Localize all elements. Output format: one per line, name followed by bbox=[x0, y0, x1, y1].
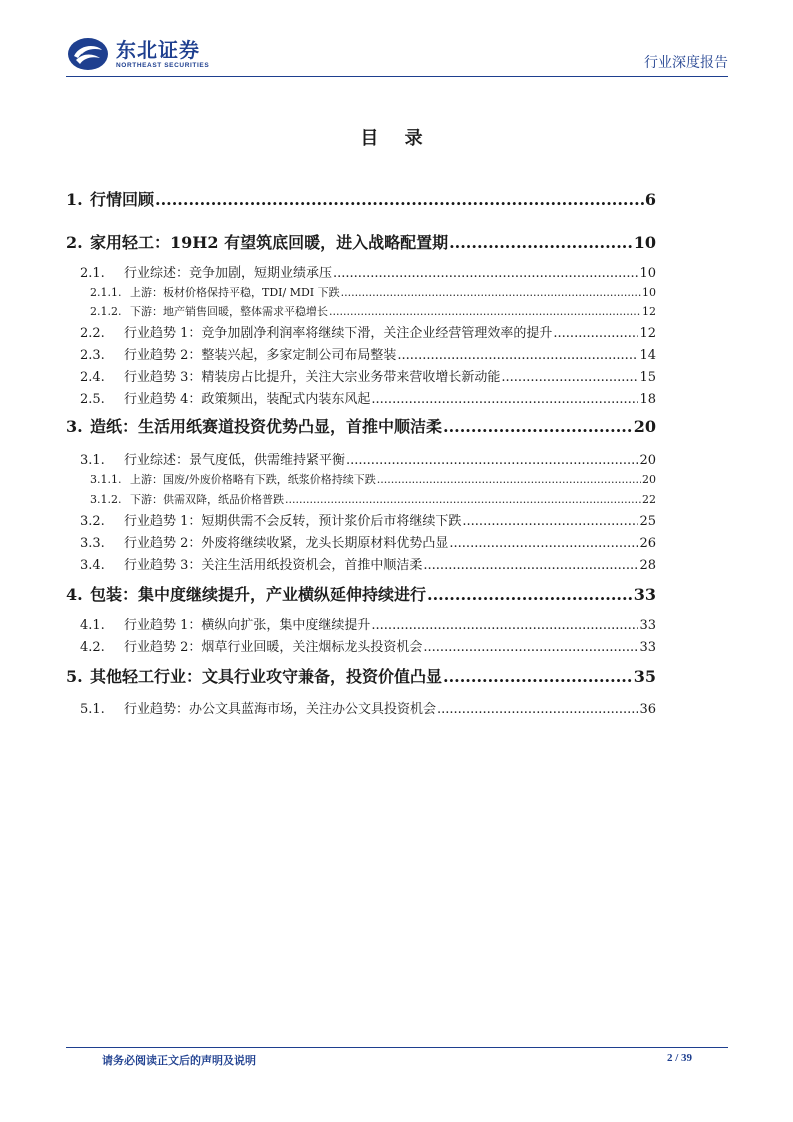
toc-leader-dots bbox=[462, 514, 638, 529]
toc-entry-number: 5. bbox=[66, 667, 83, 686]
toc-leader-dots bbox=[285, 493, 641, 506]
toc-leader-dots bbox=[329, 305, 641, 318]
toc-entry-label: 行业综述：竞争加剧，短期业绩承压 bbox=[124, 266, 333, 281]
toc-entry-label: 行业趋势 3：关注生活用纸投资机会，首推中顺洁柔 bbox=[124, 558, 423, 573]
toc-entry-number: 4. bbox=[66, 585, 83, 604]
toc-leader-dots bbox=[155, 190, 644, 209]
footer-divider bbox=[66, 1047, 728, 1048]
toc-leader-dots bbox=[443, 417, 633, 436]
toc-entry[interactable] bbox=[80, 344, 656, 363]
toc-leader-dots bbox=[341, 286, 641, 299]
toc-entry-page: 26 bbox=[639, 536, 656, 551]
footer-disclaimer: 请务必阅读正文后的声明及说明 bbox=[102, 1054, 256, 1067]
toc-leader-dots bbox=[371, 392, 638, 407]
toc-entry[interactable] bbox=[80, 510, 656, 529]
toc-leader-dots bbox=[423, 640, 638, 655]
toc-entry-number: 3.1. bbox=[80, 453, 105, 468]
toc-entry-number: 2.2. bbox=[80, 326, 105, 341]
page-header bbox=[66, 32, 728, 76]
page-number: 2 / 39 bbox=[666, 1052, 692, 1064]
toc-entry-page: 18 bbox=[639, 392, 656, 407]
northeast-securities-logo-icon bbox=[66, 36, 110, 72]
toc-entry-page: 12 bbox=[642, 305, 656, 318]
toc-entry-page: 14 bbox=[639, 348, 656, 363]
toc-entry-label: 下游：供需双降，纸品价格普跌 bbox=[130, 493, 284, 506]
toc-entry-number: 2.3. bbox=[80, 348, 105, 363]
toc-entry-label: 上游：国废/外废价格略有下跌，纸浆价格持续下跌 bbox=[130, 473, 376, 486]
toc-entry-number: 5.1. bbox=[80, 702, 105, 717]
toc-entry[interactable] bbox=[80, 532, 656, 551]
toc-heading: 目 录 bbox=[360, 128, 433, 149]
toc-entry-page: 20 bbox=[639, 453, 656, 468]
toc-entry-number: 4.1. bbox=[80, 618, 105, 633]
toc-entry-page: 6 bbox=[644, 190, 656, 209]
toc-entry[interactable] bbox=[90, 491, 656, 507]
toc-entry[interactable] bbox=[80, 698, 656, 717]
toc-entry-page: 35 bbox=[633, 667, 656, 686]
company-logo bbox=[66, 36, 209, 72]
toc-entry[interactable] bbox=[66, 582, 656, 605]
toc-entry-page: 33 bbox=[633, 585, 656, 604]
toc-leader-dots bbox=[377, 473, 641, 486]
toc-entry-label: 行业趋势 2：烟草行业回暖，关注烟标龙头投资机会 bbox=[124, 640, 423, 655]
toc-entry-label: 上游：板材价格保持平稳，TDI/ MDI 下跌 bbox=[130, 286, 340, 299]
toc-entry-label: 行业趋势 1：横纵向扩张，集中度继续提升 bbox=[124, 618, 371, 633]
toc-entry-label: 行业趋势 2：整装兴起，多家定制公司布局整装 bbox=[124, 348, 397, 363]
toc-leader-dots bbox=[437, 702, 638, 717]
toc-entry-label: 行业趋势 4：政策频出，装配式内装东风起 bbox=[124, 392, 371, 407]
toc-entry-label: 行业趋势 3：精装房占比提升，关注大宗业务带来营收增长新动能 bbox=[124, 370, 501, 385]
toc-leader-dots bbox=[501, 370, 638, 385]
toc-entry[interactable] bbox=[66, 664, 656, 687]
toc-entry-label: 行情回顾 bbox=[90, 190, 155, 209]
toc-entry[interactable] bbox=[80, 449, 656, 468]
toc-entry-number: 3.1.2. bbox=[90, 493, 122, 506]
toc-entry[interactable] bbox=[66, 187, 656, 210]
toc-entry-page: 15 bbox=[639, 370, 656, 385]
toc-entry-page: 22 bbox=[642, 493, 656, 506]
report-type-label: 行业深度报告 bbox=[644, 55, 728, 71]
toc-entry-page: 33 bbox=[639, 618, 656, 633]
toc-entry-number: 2.4. bbox=[80, 370, 105, 385]
toc-entry-number: 2.1.2. bbox=[90, 305, 122, 318]
toc-entry-page: 10 bbox=[633, 233, 656, 252]
logo-english-name: NORTHEAST SECURITIES bbox=[116, 62, 210, 69]
toc-entry-label: 造纸：生活用纸赛道投资优势凸显，首推中顺洁柔 bbox=[90, 417, 443, 436]
toc-entry-number: 3.4. bbox=[80, 558, 105, 573]
toc-entry[interactable] bbox=[80, 262, 656, 281]
toc-entry[interactable] bbox=[80, 636, 656, 655]
toc-leader-dots bbox=[333, 266, 638, 281]
toc-entry-number: 2.1.1. bbox=[90, 286, 122, 299]
header-divider bbox=[66, 76, 728, 77]
toc-entry[interactable] bbox=[80, 388, 656, 407]
toc-entry-number: 1. bbox=[66, 190, 83, 209]
toc-entry-label: 行业综述：景气度低，供需维持紧平衡 bbox=[124, 453, 346, 468]
toc-entry[interactable] bbox=[80, 322, 656, 341]
toc-entry[interactable] bbox=[90, 284, 656, 300]
toc-leader-dots bbox=[371, 618, 638, 633]
toc-leader-dots bbox=[553, 326, 638, 341]
toc-entry[interactable] bbox=[80, 614, 656, 633]
toc-entry-number: 2.5. bbox=[80, 392, 105, 407]
toc-entry-page: 10 bbox=[642, 286, 656, 299]
toc-entry-page: 28 bbox=[639, 558, 656, 573]
toc-entry-page: 10 bbox=[639, 266, 656, 281]
toc-entry[interactable] bbox=[80, 554, 656, 573]
toc-entry-page: 25 bbox=[639, 514, 656, 529]
toc-entry[interactable] bbox=[66, 230, 656, 253]
toc-entry-label: 行业趋势 1：短期供需不会反转，预计浆价后市将继续下跌 bbox=[124, 514, 462, 529]
toc-entry-label: 家用轻工：19H2 有望筑底回暖，进入战略配置期 bbox=[90, 233, 449, 252]
toc-entry-label: 行业趋势 2：外废将继续收紧，龙头长期原材料优势凸显 bbox=[124, 536, 449, 551]
toc-entry-label: 下游：地产销售回暖，整体需求平稳增长 bbox=[130, 305, 328, 318]
toc-entry-number: 3.2. bbox=[80, 514, 105, 529]
toc-leader-dots bbox=[423, 558, 638, 573]
toc-entry-label: 行业趋势 1：竞争加剧净利润率将继续下滑，关注企业经营管理效率的提升 bbox=[124, 326, 553, 341]
toc-entry-number: 3. bbox=[66, 417, 83, 436]
toc-leader-dots bbox=[397, 348, 638, 363]
toc-entry-number: 2. bbox=[66, 233, 83, 252]
toc-entry-label: 其他轻工行业：文具行业攻守兼备，投资价值凸显 bbox=[90, 667, 443, 686]
toc-entry-number: 3.1.1. bbox=[90, 473, 122, 486]
toc-entry[interactable] bbox=[90, 471, 656, 487]
toc-entry-label: 行业趋势：办公文具蓝海市场，关注办公文具投资机会 bbox=[124, 702, 437, 717]
toc-entry[interactable] bbox=[80, 366, 656, 385]
toc-entry-page: 20 bbox=[633, 417, 656, 436]
toc-entry-number: 2.1. bbox=[80, 266, 105, 281]
toc-entry-number: 3.3. bbox=[80, 536, 105, 551]
toc-entry-page: 20 bbox=[642, 473, 656, 486]
toc-leader-dots bbox=[449, 536, 638, 551]
toc-entry[interactable] bbox=[90, 303, 656, 319]
toc-leader-dots bbox=[443, 667, 633, 686]
toc-entry-number: 4.2. bbox=[80, 640, 105, 655]
toc-entry-page: 33 bbox=[639, 640, 656, 655]
toc-entry-page: 12 bbox=[639, 326, 656, 341]
toc-entry-page: 36 bbox=[639, 702, 656, 717]
toc-entry-label: 包装：集中度继续提升，产业横纵延伸持续进行 bbox=[90, 585, 427, 604]
toc-leader-dots bbox=[449, 233, 633, 252]
toc-leader-dots bbox=[346, 453, 638, 468]
toc-leader-dots bbox=[427, 585, 633, 604]
logo-chinese-name: 东北证券 bbox=[116, 38, 200, 62]
toc-entry[interactable] bbox=[66, 414, 656, 437]
